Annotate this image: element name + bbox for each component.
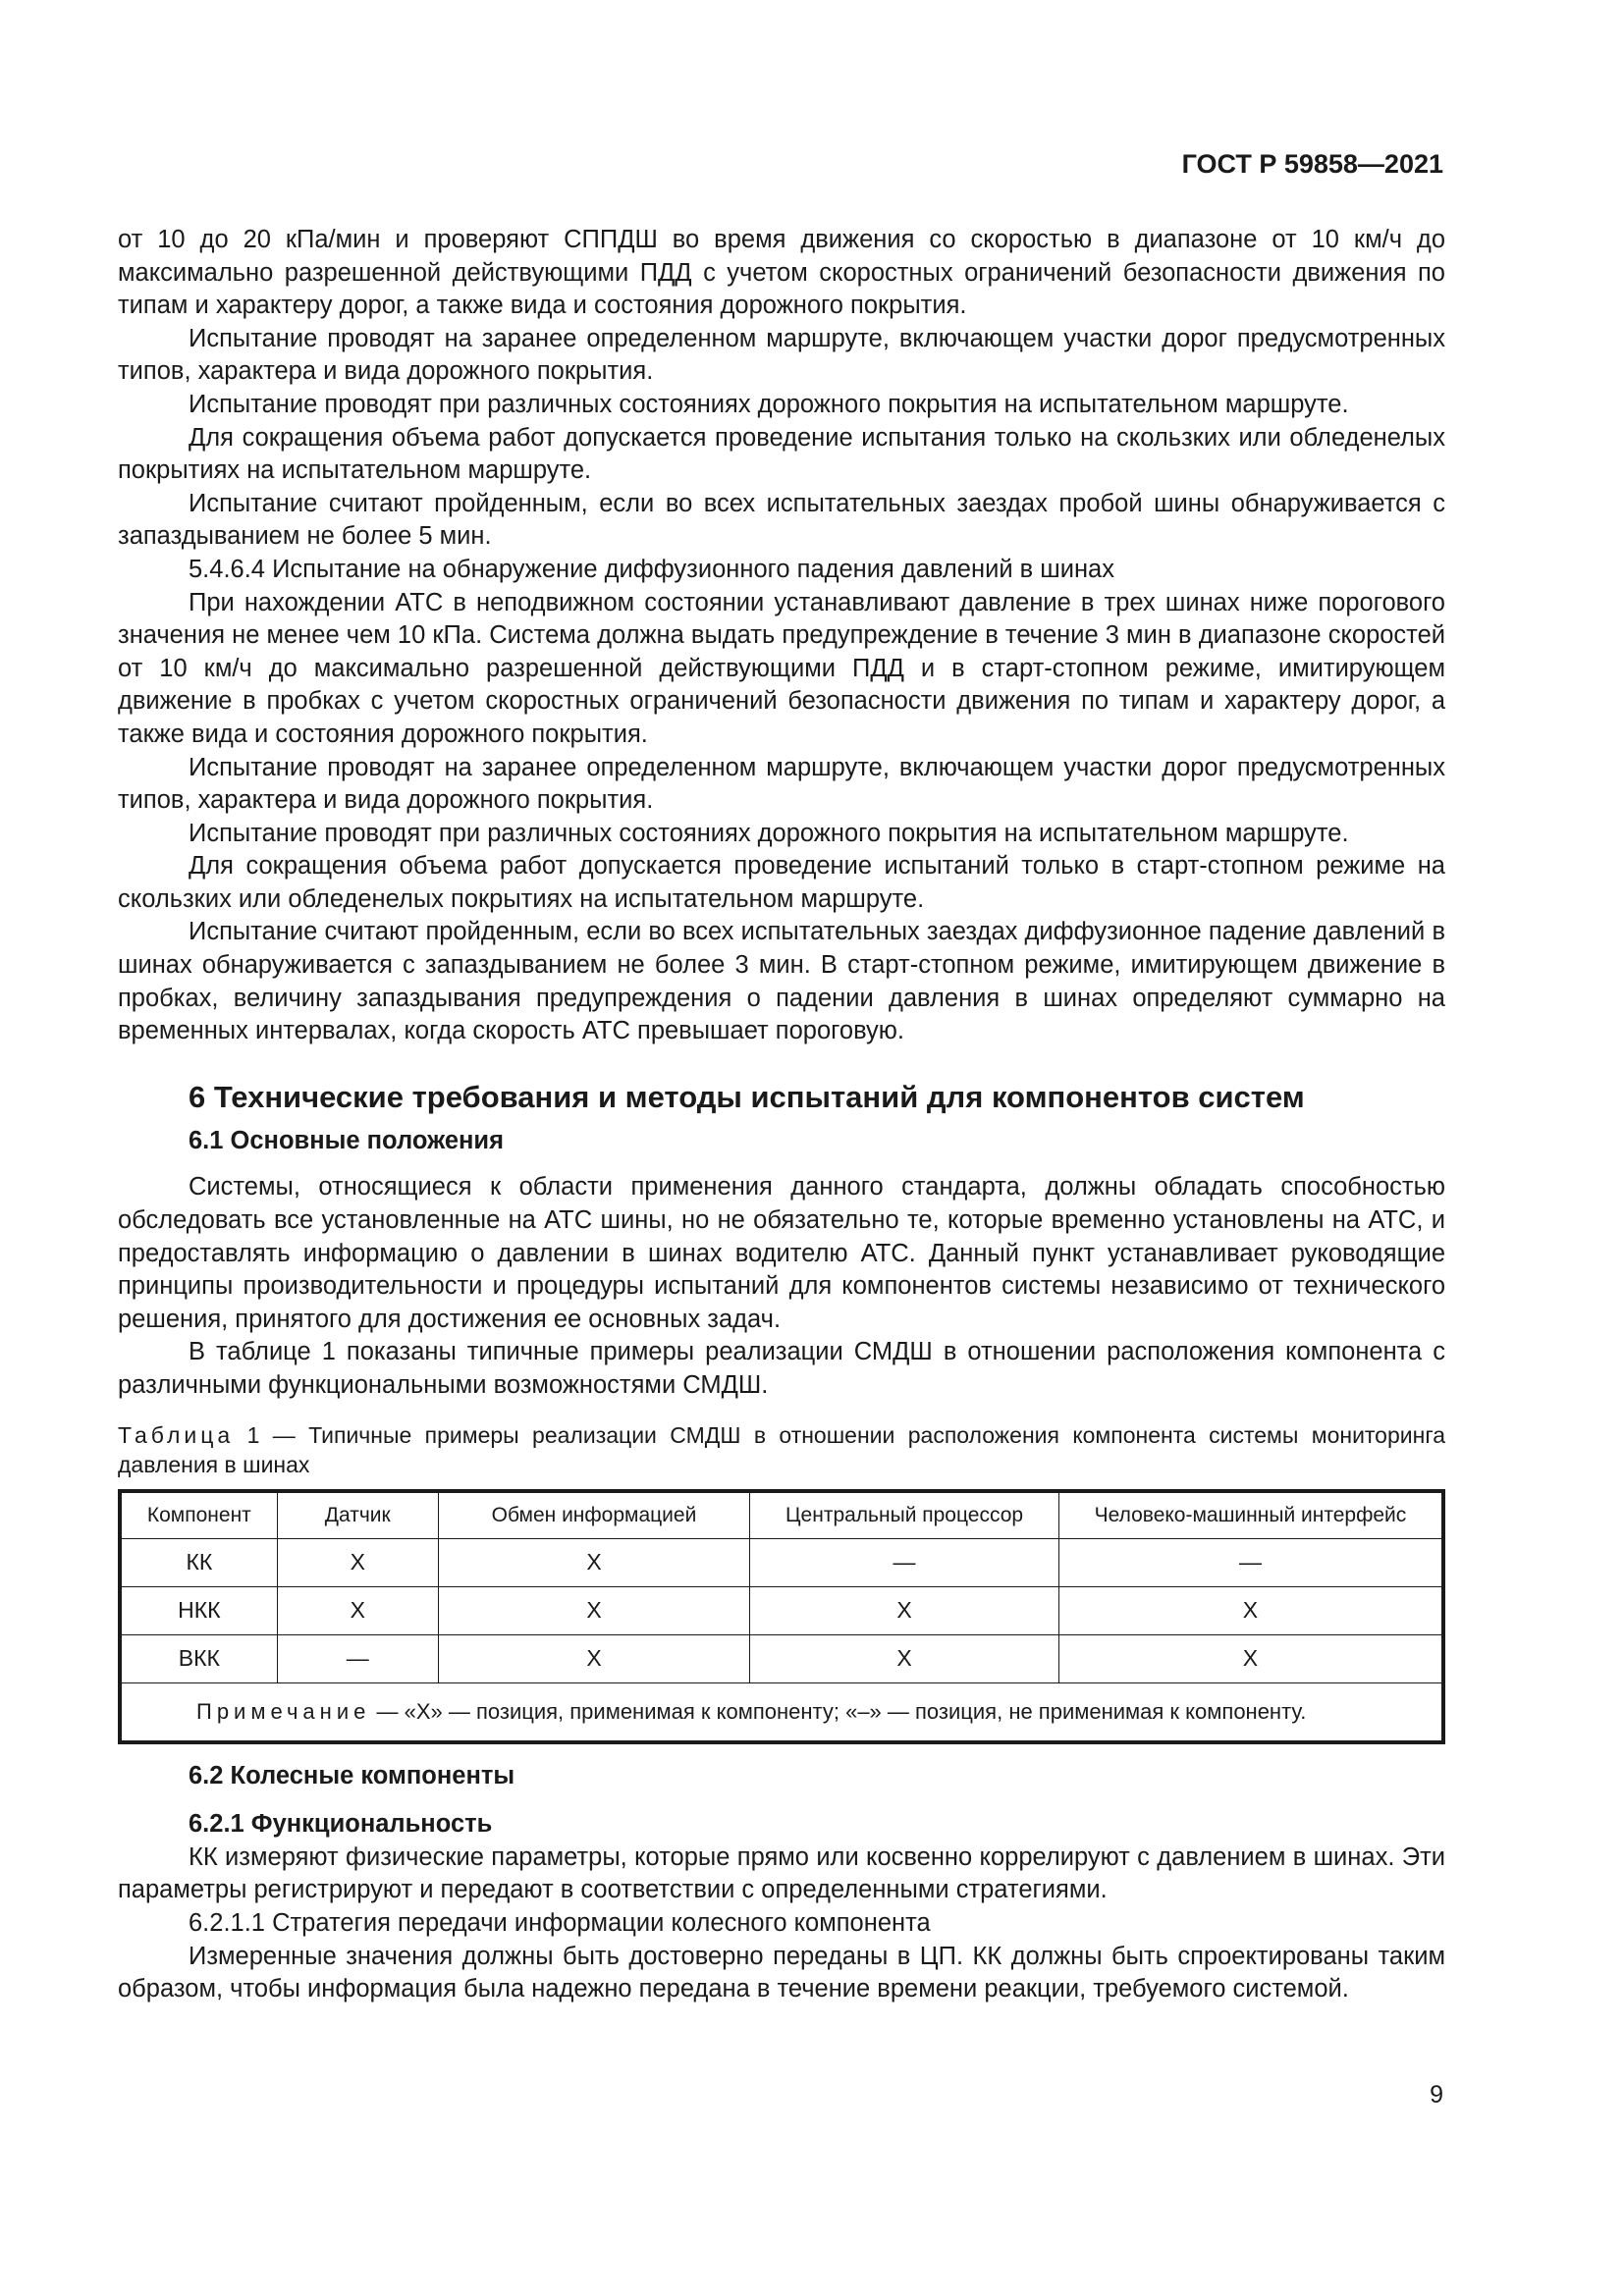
paragraph: Испытание считают пройденным, если во всех испытательных заездах диффузионное падение давлений в шинах обнаруживается с запаздыванием не более 3 мин. В старт-стопном режиме, имитирующем движение в пробках, величину запаздывания предупреждения о падении давления в шинах определяют суммарно на временных интервалах, когда скорость АТС превышает пороговую. — [118, 918, 1445, 1045]
table-cell: Х — [1058, 1586, 1441, 1634]
table-cell: — — [277, 1634, 438, 1682]
paragraph: Системы, относящиеся к области применения данного стандарта, должны обладать способностью обследовать все установленные на АТС шины, но не обязательно те, которые временно установлены на АТС, и предоставлять информацию о давлении в шинах водителю АТС. Данный пункт устанавливает руководящие принципы производительности и процедуры испытаний для компонентов системы независимо от технического решения, принятого для достижения ее основных задач. — [118, 1173, 1445, 1333]
section-6-heading: 6 Технические требования и методы испытаний для компонентов систем — [189, 1079, 1305, 1114]
page-number: 9 — [1430, 2081, 1443, 2109]
subsection-heading: 6.2.1.1 Стратегия передачи информации колесного компонента — [189, 1908, 931, 1937]
paragraph: от 10 до 20 кПа/мин и проверяют СППДШ во время движения со скоростью в диапазоне от 10 км/ч до максимально разрешенной действующими ПДД с учетом скоростных ограничений безопасности движения по типам и характеру дорог, а также вида и состояния дорожного покрытия. — [118, 226, 1445, 320]
table-caption-label: Таблица — [118, 1421, 235, 1448]
table-cell: Х — [438, 1538, 749, 1586]
section-6-2-heading: 6.2 Колесные компоненты — [189, 1761, 515, 1789]
paragraph: Для сокращения объема работ допускается проведение испытания только на скользких или обледенелых покрытиях на испытательном маршруте. — [118, 423, 1445, 485]
table-cell: Х — [277, 1586, 438, 1634]
table-header-cell: Человеко-машинный интерфейс — [1058, 1492, 1441, 1538]
page-body — [118, 224, 1445, 2006]
table-cell: КК — [122, 1538, 278, 1586]
paragraph: При нахождении АТС в неподвижном состоянии устанавливают давление в трех шинах ниже порогового значения не менее чем 10 кПа. Система должна выдать предупреждение в течение 3 мин в диапазоне скоростей от 10 км/ч до максимально разрешенной действующими ПДД и в старт-стопном режиме, имитирующем движение в пробках с учетом скоростных ограничений безопасности движения по типам и характеру дорог, а также вида и состояния дорожного покрытия. — [118, 588, 1445, 748]
paragraph: Испытание проводят на заранее определенном маршруте, включающем участки дорог предусмотренных типов, характера и вида дорожного покрытия. — [118, 324, 1445, 386]
table-header-cell: Датчик — [277, 1492, 438, 1538]
paragraph: Испытание проводят при различных состояниях дорожного покрытия на испытательном маршруте. — [189, 819, 1349, 847]
table-header-row — [122, 1492, 1442, 1538]
paragraph: В таблице 1 показаны типичные примеры реализации СМДШ в отношении расположения компонента с различными функциональными возможностями СМДШ. — [118, 1338, 1445, 1399]
table-row — [122, 1586, 1442, 1634]
table-header-cell: Компонент — [122, 1492, 278, 1538]
table-header-cell: Центральный процессор — [750, 1492, 1059, 1538]
table-cell: Х — [438, 1586, 749, 1634]
table-note-label: Примечание — [196, 1698, 371, 1724]
table-note-row — [122, 1682, 1442, 1740]
section-6-2-1-heading: 6.2.1 Функциональность — [189, 1810, 493, 1839]
paragraph: КК измеряют физические параметры, которые прямо или косвенно коррелируют с давлением в шинах. Эти параметры регистрируют и передают в соответствии с определенными стратегиями. — [118, 1842, 1445, 1904]
table-cell: ВКК — [122, 1634, 278, 1682]
table-caption — [118, 1420, 1445, 1479]
table-cell: Х — [750, 1586, 1059, 1634]
table-cell: НКК — [122, 1586, 278, 1634]
table-note-text: — «Х» — позиция, применимая к компоненту; «–» — позиция, не применимая к компоненту. — [376, 1698, 1307, 1724]
table-1 — [118, 1489, 1445, 1744]
table-row — [122, 1634, 1442, 1682]
table-cell: — — [750, 1538, 1059, 1586]
subsection-heading: 5.4.6.4 Испытание на обнаружение диффузионного падения давлений в шинах — [189, 555, 1114, 583]
table-note — [122, 1682, 1442, 1740]
table-cell: — — [1058, 1538, 1441, 1586]
table-cell: Х — [1058, 1634, 1441, 1682]
paragraph: Измеренные значения должны быть достоверно переданы в ЦП. КК должны быть спроектированы таким образом, чтобы информация была надежно передана в течение времени реакции, требуемого системой. — [118, 1942, 1445, 2003]
table-cell: Х — [277, 1538, 438, 1586]
section-6-1-heading: 6.1 Основные положения — [189, 1126, 504, 1154]
paragraph: Испытание считают пройденным, если во всех испытательных заездах пробой шины обнаруживается с запаздыванием не более 5 мин. — [118, 489, 1445, 551]
paragraph: Для сокращения объема работ допускается проведение испытаний только в старт-стопном режиме на скользких или обледенелых покрытиях на испытательном маршруте. — [118, 852, 1445, 913]
table-row — [122, 1538, 1442, 1586]
paragraph: Испытание проводят на заранее определенном маршруте, включающем участки дорог предусмотренных типов, характера и вида дорожного покрытия. — [118, 753, 1445, 815]
table-cell: Х — [438, 1634, 749, 1682]
document-id-header: ГОСТ Р 59858—2021 — [1181, 149, 1443, 179]
paragraph: Испытание проводят при различных состояниях дорожного покрытия на испытательном маршруте. — [189, 390, 1349, 418]
table-cell: Х — [750, 1634, 1059, 1682]
table-caption-text: 1 — Типичные примеры реализации СМДШ в отношении расположения компонента системы мониторинга давления в шинах — [118, 1421, 1445, 1477]
table-header-cell: Обмен информацией — [438, 1492, 749, 1538]
